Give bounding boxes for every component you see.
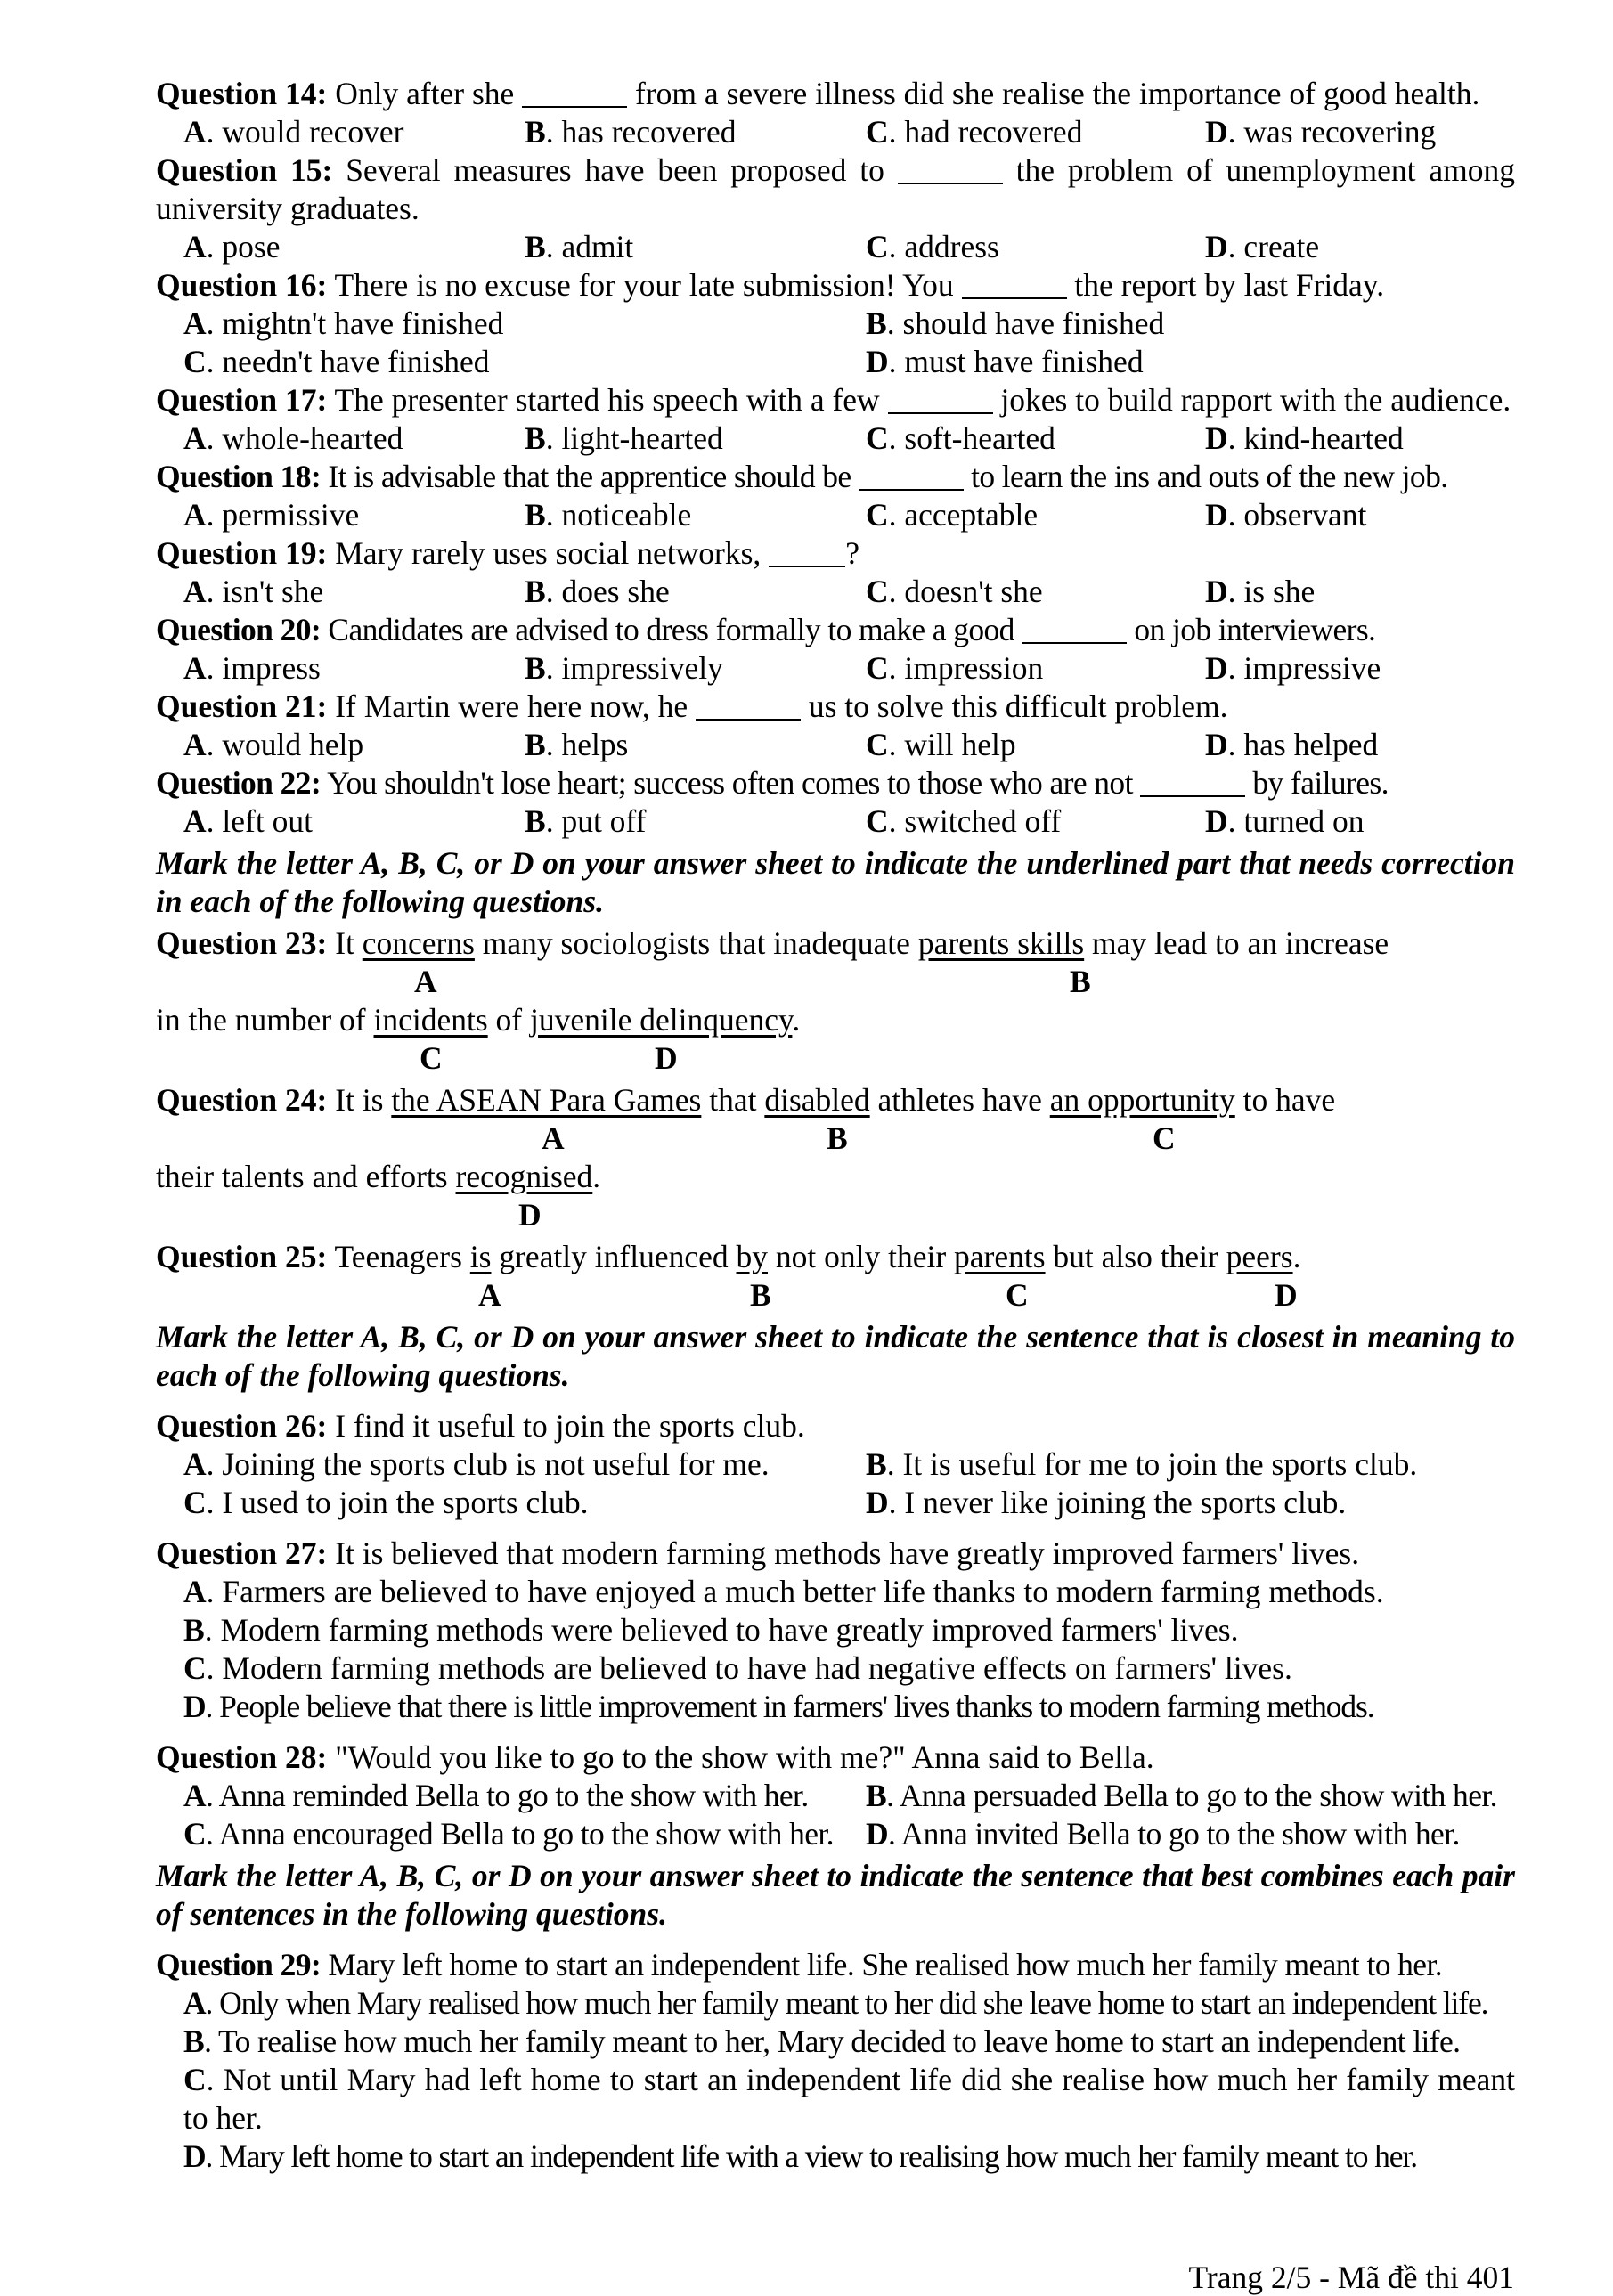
option-d[interactable]: D. observant (1205, 497, 1367, 533)
section-instruction: Mark the letter A, B, C, or D on your answer sheet to indicate the sentence that best combines each pair of sentences in the following questions. (156, 1858, 1515, 1932)
question-label: Question 22: (156, 765, 322, 801)
question-15 (156, 151, 1515, 228)
question-label: Question 24: (156, 1082, 328, 1118)
answer-blank (696, 692, 801, 721)
options-26 (156, 1445, 1515, 1484)
option-c[interactable]: C. needn't have finished (183, 344, 490, 379)
part-letters (156, 1276, 1515, 1315)
question-29 (156, 1946, 1515, 1984)
options-17 (156, 419, 1515, 458)
question-stem: "Would you like to go to the show with me?" Anna said to Bella. (327, 1739, 1154, 1775)
underlined-part-d[interactable]: recognised (455, 1159, 593, 1194)
option-a[interactable]: A. would recover (183, 114, 404, 150)
letter-b: B (827, 1120, 848, 1156)
option-b[interactable]: B. helps (525, 727, 629, 762)
option-b[interactable]: B. Modern farming methods were believed to have greatly improved farmers' lives. (183, 1612, 1239, 1648)
option-c[interactable]: C. impression (866, 650, 1044, 686)
question-stem: Mary left home to start an independent life. She realised how much her family meant to her. (321, 1947, 1442, 1983)
option-c[interactable]: C. doesn't she (866, 574, 1043, 609)
underlined-part-a[interactable]: the ASEAN Para Games (391, 1082, 702, 1118)
underlined-part-a[interactable]: is (469, 1239, 492, 1274)
question-label: Question 29: (156, 1947, 322, 1983)
question-stem: us to solve this difficult problem. (800, 688, 1228, 724)
options-20 (156, 649, 1515, 688)
option-c[interactable]: C. acceptable (866, 497, 1039, 533)
question-23-cont: in the number of incidents of juvenile delinquency. (156, 1002, 801, 1038)
option-c[interactable]: C. Anna encouraged Bella to go to the show with her. (183, 1816, 834, 1852)
question-label: Question 26: (156, 1408, 328, 1444)
question-stem: on job interviewers. (1127, 612, 1376, 647)
part-letters (156, 963, 1515, 1001)
question-stem: Candidates are advised to dress formally to make a good (321, 612, 1022, 647)
underlined-part-b[interactable]: disabled (764, 1082, 870, 1118)
question-stem: Only after she (327, 76, 523, 111)
exam-page (156, 75, 1515, 2176)
options-16-row2 (156, 343, 1515, 381)
option-a[interactable]: A. left out (183, 803, 313, 839)
underlined-part-a[interactable]: concerns (362, 925, 475, 961)
letter-c: C (1006, 1277, 1029, 1313)
question-stem: the report by last Friday. (1066, 267, 1385, 303)
options-16 (156, 305, 1515, 343)
answer-blank (962, 271, 1067, 299)
question-stem: There is no excuse for your late submission! You (327, 267, 962, 303)
option-d[interactable]: D. was recovering (1205, 114, 1437, 150)
question-16 (156, 266, 1515, 305)
options-28-row2 (156, 1815, 1515, 1853)
options-26-row2 (156, 1484, 1515, 1522)
question-label: Question 19: (156, 535, 328, 571)
option-b[interactable]: B. does she (525, 574, 670, 609)
answer-blank (1140, 769, 1245, 797)
option-d[interactable]: D. People believe that there is little improvement in farmers' lives thanks to modern farming methods. (183, 1689, 1374, 1724)
options-21 (156, 726, 1515, 764)
option-c[interactable]: C. address (866, 229, 999, 265)
question-24: Question 24: It is the ASEAN Para Games that disabled athletes have an opportunity to have (156, 1082, 1336, 1118)
question-17 (156, 381, 1515, 419)
option-b[interactable]: B. light-hearted (525, 420, 723, 456)
options-22 (156, 802, 1515, 841)
question-label: Question 17: (156, 382, 328, 418)
option-a[interactable]: A. Farmers are believed to have enjoyed a much better life thanks to modern farming methods. (183, 1574, 1384, 1609)
question-label: Question 20: (156, 612, 322, 647)
option-c[interactable]: C. Modern farming methods are believed to have had negative effects on farmers' lives. (183, 1650, 1292, 1686)
underlined-part-b[interactable]: by (736, 1239, 768, 1274)
option-d[interactable]: D. Mary left home to start an independent life with a view to realising how much her family meant to her. (183, 2138, 1417, 2174)
question-20 (156, 611, 1515, 649)
option-a[interactable]: A. would help (183, 727, 364, 762)
question-label: Question 27: (156, 1535, 328, 1571)
question-19 (156, 534, 1515, 573)
options-19 (156, 573, 1515, 611)
letter-b: B (750, 1277, 771, 1313)
option-c[interactable]: C. soft-hearted (866, 420, 1055, 456)
options-18 (156, 496, 1515, 534)
options-14 (156, 113, 1515, 151)
question-stem: Mary rarely uses social networks, (327, 535, 770, 571)
question-22 (156, 764, 1515, 802)
answer-blank (859, 462, 964, 491)
option-a[interactable]: A. pose (183, 229, 281, 265)
question-label: Question 25: (156, 1239, 328, 1274)
part-letters (156, 1039, 1515, 1078)
underlined-part-b[interactable]: parents skills (917, 925, 1085, 961)
question-28 (156, 1738, 1515, 1777)
option-c[interactable]: C. had recovered (866, 114, 1083, 150)
answer-blank (888, 386, 993, 414)
question-label: Question 23: (156, 925, 328, 961)
letter-a: A (414, 964, 437, 999)
option-a[interactable]: A. isn't she (183, 574, 324, 609)
underlined-part-c[interactable]: parents (954, 1239, 1046, 1274)
option-a[interactable]: A. Only when Mary realised how much her family meant to her did she leave home to start an independent life. (183, 1985, 1488, 2021)
option-d[interactable]: D. Anna invited Bella to go to the show with her. (866, 1816, 1460, 1852)
question-14 (156, 75, 1515, 113)
options-28 (156, 1777, 1515, 1815)
letter-c: C (420, 1040, 443, 1076)
letter-d: D (655, 1040, 678, 1076)
question-label: Question 21: (156, 688, 328, 724)
option-a[interactable]: A. Joining the sports club is not useful for me. (183, 1446, 770, 1482)
question-stem: to learn the ins and outs of the new job. (963, 459, 1448, 494)
option-d[interactable]: D. I never like joining the sports club. (866, 1485, 1347, 1520)
option-b[interactable]: B. put off (525, 803, 647, 839)
option-d[interactable]: D. is she (1205, 574, 1316, 609)
question-stem: You shouldn't lose heart; success often comes to those who are not (321, 765, 1141, 801)
option-b[interactable]: B. has recovered (525, 114, 737, 150)
question-stem: The presenter started his speech with a few (327, 382, 888, 418)
letter-a: A (478, 1277, 501, 1313)
option-d[interactable]: D. impressive (1205, 650, 1381, 686)
option-b[interactable]: B. should have finished (866, 305, 1165, 341)
letter-b: B (1070, 964, 1091, 999)
option-b[interactable]: B. Anna persuaded Bella to go to the show with her. (866, 1778, 1497, 1813)
underlined-part-d[interactable]: peers (1226, 1239, 1293, 1274)
question-stem: I find it useful to join the sports club. (327, 1408, 805, 1444)
option-b[interactable]: B. It is useful for me to join the sports club. (866, 1446, 1418, 1482)
option-b[interactable]: B. noticeable (525, 497, 692, 533)
section-instruction: Mark the letter A, B, C, or D on your answer sheet to indicate the underlined part that needs correction in each of the following questions. (156, 845, 1515, 919)
question-label: Question 16: (156, 267, 328, 303)
question-label: Question 28: (156, 1739, 328, 1775)
question-stem: the problem of unemployment among university graduates. (156, 152, 1515, 226)
question-stem: It is believed that modern farming methods have greatly improved farmers' lives. (327, 1535, 1360, 1571)
part-letters (156, 1120, 1515, 1158)
underlined-part-c[interactable]: incidents (373, 1002, 488, 1038)
question-18 (156, 458, 1515, 496)
option-b[interactable]: B. admit (525, 229, 634, 265)
option-c[interactable]: C. switched off (866, 803, 1062, 839)
options-15 (156, 228, 1515, 266)
part-letters (156, 1196, 1515, 1234)
option-c[interactable]: C. Not until Mary had left home to start an independent life did she realise how much her family meant to her. (183, 2062, 1515, 2136)
question-27 (156, 1535, 1515, 1573)
question-label: Question 15: (156, 152, 333, 188)
option-c[interactable]: C. will help (866, 727, 1016, 762)
section-instruction: Mark the letter A, B, C, or D on your answer sheet to indicate the sentence that is closest in meaning to each of the following questions. (156, 1319, 1515, 1393)
letter-a: A (542, 1120, 565, 1156)
option-a[interactable]: A. Anna reminded Bella to go to the show with her. (183, 1778, 809, 1813)
answer-blank (898, 156, 1003, 184)
underlined-part-c[interactable]: an opportunity (1049, 1082, 1235, 1118)
option-a[interactable]: A. impress (183, 650, 321, 686)
option-a[interactable]: A. permissive (183, 497, 360, 533)
underlined-part-d[interactable]: juvenile delinquency (530, 1002, 793, 1038)
question-21 (156, 688, 1515, 726)
option-b[interactable]: B. To realise how much her family meant to her, Mary decided to leave home to start an independent life. (183, 2023, 1461, 2059)
question-stem: jokes to build rapport with the audience. (992, 382, 1511, 418)
option-a[interactable]: A. whole-hearted (183, 420, 403, 456)
option-d[interactable]: D. kind-hearted (1205, 420, 1404, 456)
answer-blank (769, 539, 845, 567)
option-d[interactable]: D. turned on (1205, 803, 1365, 839)
letter-c: C (1153, 1120, 1176, 1156)
question-23: Question 23: It concerns many sociologists that inadequate parents skills may lead to an increase (156, 925, 1389, 961)
question-stem: It is advisable that the apprentice should be (321, 459, 859, 494)
option-d[interactable]: D. has helped (1205, 727, 1379, 762)
answer-blank (522, 79, 627, 108)
question-stem: Several measures have been proposed to (332, 152, 898, 188)
page-footer: Trang 2/5 - Mã đề thi 401 (1188, 2259, 1514, 2295)
option-d[interactable]: D. must have finished (866, 344, 1144, 379)
letter-d: D (1275, 1277, 1298, 1313)
question-label: Question 14: (156, 76, 328, 111)
answer-blank (1022, 615, 1127, 644)
option-c[interactable]: C. I used to join the sports club. (183, 1485, 589, 1520)
question-26 (156, 1407, 1515, 1445)
question-stem: from a severe illness did she realise the importance of good health. (627, 76, 1480, 111)
question-25: Question 25: Teenagers is greatly influenced by not only their parents but also their peers. (156, 1239, 1301, 1274)
option-d[interactable]: D. create (1205, 229, 1320, 265)
letter-d: D (518, 1197, 542, 1233)
question-label: Question 18: (156, 459, 322, 494)
question-stem: by failures. (1245, 765, 1389, 801)
question-stem: If Martin were here now, he (327, 688, 696, 724)
question-stem: ? (845, 535, 859, 571)
option-a[interactable]: A. mightn't have finished (183, 305, 504, 341)
option-b[interactable]: B. impressively (525, 650, 723, 686)
question-24-cont: their talents and efforts recognised. (156, 1159, 601, 1194)
